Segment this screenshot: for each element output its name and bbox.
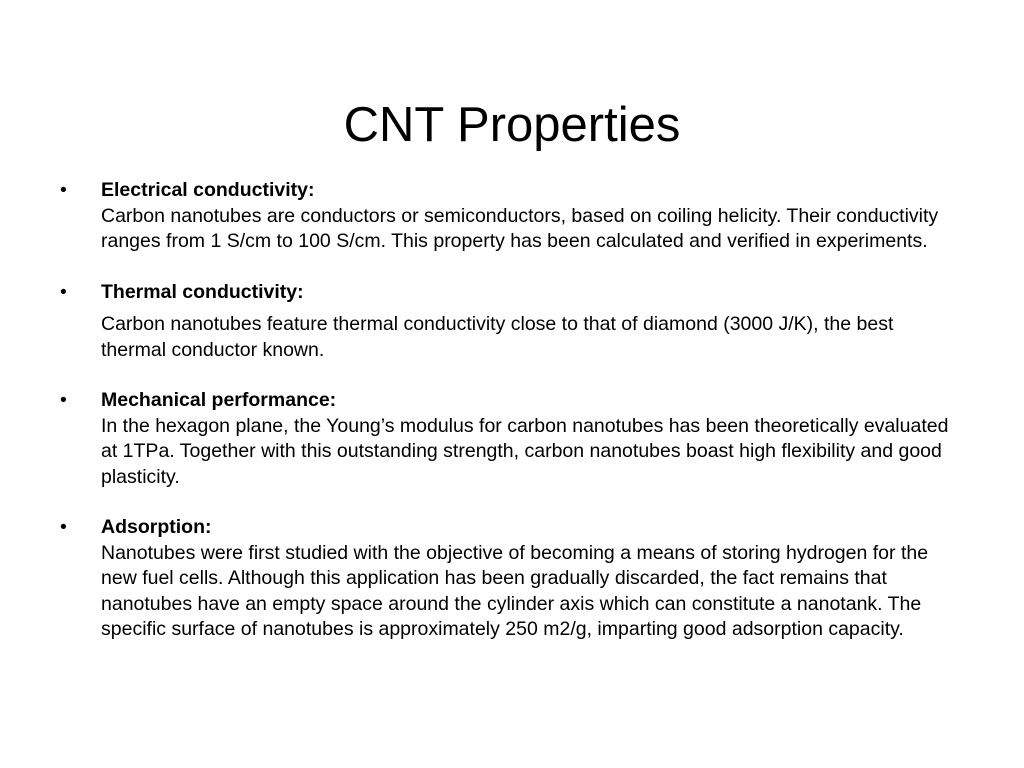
bullet-heading: Adsorption: (101, 516, 212, 538)
bullet-heading: Electrical conductivity: (101, 179, 315, 201)
bullet-item-adsorption (60, 515, 960, 643)
bullet-icon: • (60, 179, 67, 201)
bullet-icon: • (60, 280, 67, 303)
bullet-icon: • (60, 516, 67, 538)
bullet-heading: Thermal conductivity: (101, 280, 304, 303)
bullet-body: In the hexagon plane, the Young’s modulus for carbon nanotubes has been theoretically evaluated at 1TPa. Together with this outstanding strength, carbon nanotubes boast high flexibility and good plasticity. (101, 414, 949, 488)
bullet-item-electrical-conductivity (60, 178, 960, 255)
bullet-icon: • (60, 389, 67, 411)
bullet-body: Carbon nanotubes are conductors or semiconductors, based on coiling helicity. Their conductivity ranges from 1 S/cm to 100 S/cm. This property has been calculated and verified in experiments. (101, 204, 939, 252)
bullet-heading: Mechanical performance: (101, 389, 337, 411)
bullet-list (60, 178, 960, 668)
bullet-body: Nanotubes were first studied with the objective of becoming a means of storing hydrogen for the new fuel cells. Although this application has been gradually discarded, the fact remains that nanotubes have an empty space around the cylinder axis which can constitute a nanotank. The specific surface of nanotubes is approximately 250 m2/g, imparting good adsorption capacity. (101, 541, 929, 640)
bullet-item-thermal-conductivity (60, 280, 960, 364)
bullet-body: Carbon nanotubes feature thermal conductivity close to that of diamond (3000 J/K), the best thermal conductor known. (101, 313, 894, 361)
slide-title: CNT Properties (343, 97, 681, 152)
bullet-item-mechanical-performance (60, 388, 960, 490)
